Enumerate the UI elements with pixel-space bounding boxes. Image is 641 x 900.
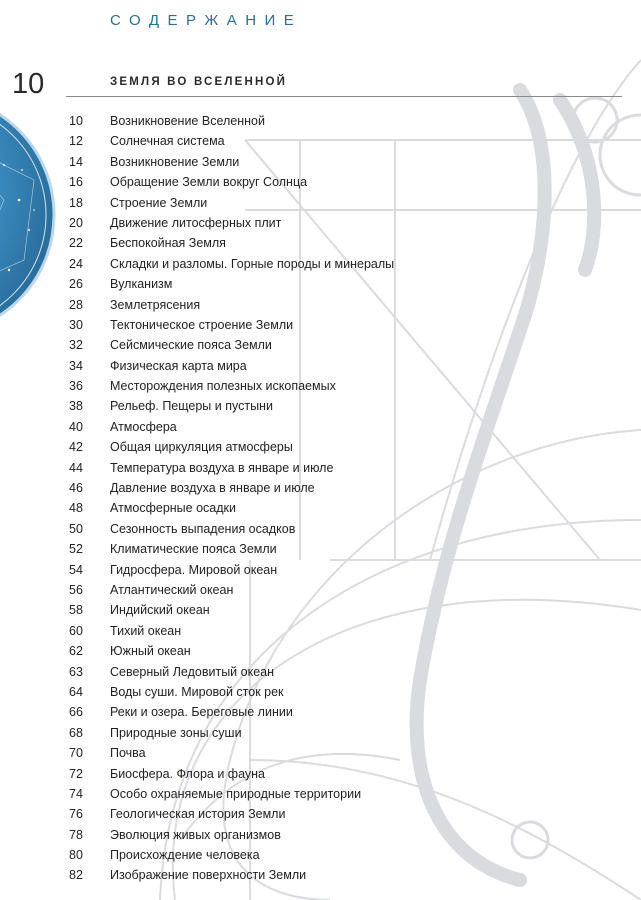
toc-entry[interactable]: [0, 111, 641, 131]
toc-entry[interactable]: [0, 600, 641, 620]
section-title: ЗЕМЛЯ ВО ВСЕЛЕННОЙ: [110, 76, 288, 88]
toc-entry[interactable]: [0, 682, 641, 702]
toc-entry[interactable]: [0, 233, 641, 253]
toc-entry-title: Гидросфера. Мировой океан: [110, 562, 278, 577]
toc-entry[interactable]: [0, 274, 641, 294]
toc-page-number: 30: [69, 317, 83, 332]
toc-entry-title: Температура воздуха в январе и июле: [110, 460, 334, 475]
toc-entry-title: Атлантический океан: [110, 582, 234, 597]
toc-entry[interactable]: [0, 193, 641, 213]
toc-entry-title: Тектоническое строение Земли: [110, 317, 294, 332]
toc-page-number: 12: [69, 134, 83, 149]
toc-page-number: 58: [69, 603, 83, 618]
toc-page-number: 20: [69, 215, 83, 230]
table-of-contents: [0, 111, 641, 886]
toc-entry-title: Южный океан: [110, 644, 191, 659]
toc-page-number: 44: [69, 460, 83, 475]
toc-page-number: 38: [69, 399, 83, 414]
toc-entry-title: Изображение поверхности Земли: [110, 868, 307, 883]
section-divider: [66, 96, 622, 97]
toc-page-number: 78: [69, 827, 83, 842]
toc-page-number: 50: [69, 521, 83, 536]
toc-entry-title: Индийский океан: [110, 603, 210, 618]
toc-page-number: 42: [69, 440, 83, 455]
toc-entry[interactable]: [0, 723, 641, 743]
toc-page-number: 40: [69, 419, 83, 434]
toc-page-number: 66: [69, 705, 83, 720]
toc-entry[interactable]: [0, 519, 641, 539]
toc-page-number: 16: [69, 175, 83, 190]
toc-entry-title: Беспокойная Земля: [110, 236, 226, 251]
toc-entry[interactable]: [0, 315, 641, 335]
toc-entry-title: Северный Ледовитый океан: [110, 664, 275, 679]
toc-entry[interactable]: [0, 172, 641, 192]
toc-entry[interactable]: [0, 478, 641, 498]
toc-entry-title: Биосфера. Флора и фауна: [110, 766, 265, 781]
toc-entry[interactable]: [0, 396, 641, 416]
toc-entry[interactable]: [0, 295, 641, 315]
toc-entry[interactable]: [0, 458, 641, 478]
toc-entry[interactable]: [0, 335, 641, 355]
toc-page-number: 64: [69, 684, 83, 699]
toc-entry[interactable]: [0, 784, 641, 804]
toc-entry[interactable]: [0, 865, 641, 885]
toc-entry[interactable]: [0, 825, 641, 845]
toc-entry[interactable]: [0, 702, 641, 722]
toc-entry-title: Атмосфера: [110, 419, 177, 434]
toc-page-number: 63: [69, 664, 83, 679]
toc-entry-title: Эволюция живых организмов: [110, 827, 281, 842]
toc-entry-title: Атмосферные осадки: [110, 501, 236, 516]
toc-entry[interactable]: [0, 560, 641, 580]
toc-entry[interactable]: [0, 152, 641, 172]
toc-page-number: 80: [69, 848, 83, 863]
toc-entry-title: Строение Земли: [110, 195, 208, 210]
section-page-number: 10: [12, 68, 45, 100]
toc-page-number: 72: [69, 766, 83, 781]
toc-entry-title: Воды суши. Мировой сток рек: [110, 684, 284, 699]
toc-entry-title: Климатические пояса Земли: [110, 542, 277, 557]
toc-page-number: 26: [69, 277, 83, 292]
toc-entry[interactable]: [0, 621, 641, 641]
toc-page-number: 68: [69, 725, 83, 740]
toc-entry-title: Происхождение человека: [110, 848, 260, 863]
toc-page-number: 14: [69, 154, 83, 169]
toc-entry[interactable]: [0, 804, 641, 824]
toc-page-number: 54: [69, 562, 83, 577]
toc-entry[interactable]: [0, 764, 641, 784]
toc-page-number: 48: [69, 501, 83, 516]
toc-entry-title: Вулканизм: [110, 277, 173, 292]
toc-page-number: 74: [69, 786, 83, 801]
toc-entry[interactable]: [0, 641, 641, 661]
toc-entry-title: Возникновение Земли: [110, 154, 240, 169]
toc-page-number: 60: [69, 623, 83, 638]
toc-entry-title: Обращение Земли вокруг Солнца: [110, 175, 308, 190]
toc-entry-title: Почва: [110, 746, 146, 761]
toc-entry[interactable]: [0, 662, 641, 682]
toc-page-number: 24: [69, 256, 83, 271]
toc-entry[interactable]: [0, 539, 641, 559]
toc-entry[interactable]: [0, 254, 641, 274]
toc-entry[interactable]: [0, 498, 641, 518]
toc-entry-title: Складки и разломы. Горные породы и минералы: [110, 256, 395, 271]
toc-entry-title: Особо охраняемые природные территории: [110, 786, 362, 801]
toc-entry-title: Движение литосферных плит: [110, 215, 282, 230]
toc-entry[interactable]: [0, 376, 641, 396]
page-header-title: СОДЕРЖАНИЕ: [110, 12, 303, 29]
toc-entry-title: Солнечная система: [110, 134, 225, 149]
toc-entry[interactable]: [0, 580, 641, 600]
toc-entry[interactable]: [0, 356, 641, 376]
toc-entry-title: Природные зоны суши: [110, 725, 242, 740]
toc-entry-title: Месторождения полезных ископаемых: [110, 379, 336, 394]
toc-entry-title: Возникновение Вселенной: [110, 114, 265, 128]
toc-page-number: 70: [69, 746, 83, 761]
toc-page-number: 56: [69, 582, 83, 597]
toc-entry[interactable]: [0, 437, 641, 457]
toc-entry-title: Реки и озера. Береговые линии: [110, 705, 293, 720]
toc-page-number: 22: [69, 236, 83, 251]
toc-entry-title: Сезонность выпадения осадков: [110, 521, 296, 536]
toc-page-number: 36: [69, 379, 83, 394]
toc-entry-title: Физическая карта мира: [110, 358, 247, 373]
toc-entry-title: Общая циркуляция атмосферы: [110, 440, 293, 455]
toc-page-number: 52: [69, 542, 83, 557]
toc-entry-title: Рельеф. Пещеры и пустыни: [110, 399, 273, 414]
toc-page-number: 32: [69, 338, 83, 353]
toc-entry-title: Тихий океан: [110, 623, 182, 638]
toc-page-number: 46: [69, 481, 83, 496]
toc-page-number: 28: [69, 297, 83, 312]
toc-entry[interactable]: [0, 743, 641, 763]
toc-page-number: 82: [69, 868, 83, 883]
toc-page-number: 18: [69, 195, 83, 210]
toc-entry[interactable]: [0, 845, 641, 865]
toc-entry-title: Геологическая история Земли: [110, 807, 286, 822]
toc-page-number: 34: [69, 358, 83, 373]
toc-entry[interactable]: [0, 417, 641, 437]
toc-entry-title: Землетрясения: [110, 297, 201, 312]
toc-entry[interactable]: [0, 131, 641, 151]
toc-page-number: 62: [69, 644, 83, 659]
toc-entry-title: Давление воздуха в январе и июле: [110, 481, 315, 496]
toc-page-number: 10: [69, 114, 83, 128]
toc-entry-title: Сейсмические пояса Земли: [110, 338, 272, 353]
toc-entry[interactable]: [0, 213, 641, 233]
toc-page-number: 76: [69, 807, 83, 822]
